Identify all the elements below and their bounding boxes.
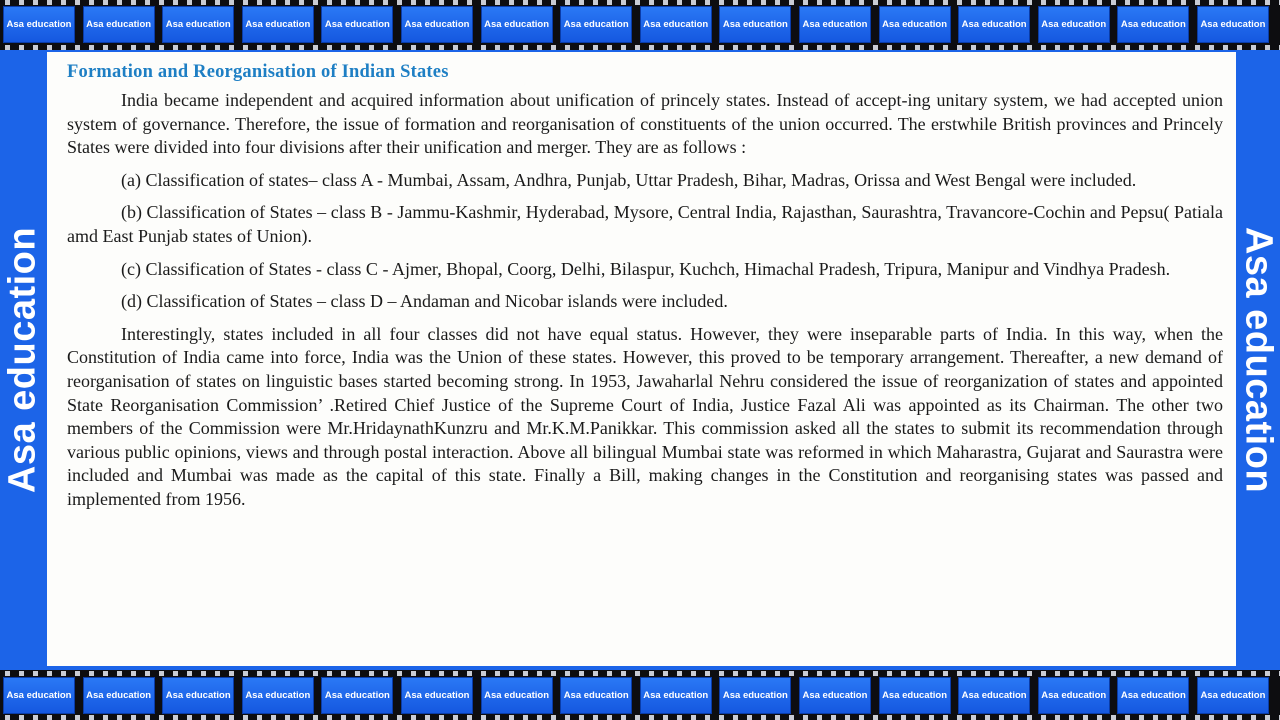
film-frame: Asa education	[958, 6, 1030, 43]
film-frame: Asa education	[162, 677, 234, 714]
paragraph: (b) Classification of States – class B - Jammu-Kashmir, Hyderabad, Mysore, Central India, Rajasthan, Saurashtra, Travancore-Cochin and Pepsu( Patiala amd East Punjab states of Union).	[67, 202, 1223, 246]
film-frame: Asa education	[401, 677, 473, 714]
film-frame: Asa education	[719, 677, 791, 714]
film-frame: Asa education	[1117, 6, 1189, 43]
paragraph: (a) Classification of states– class A - Mumbai, Assam, Andhra, Punjab, Uttar Pradesh, Bihar, Madras, Orissa and West Bengal were included.	[121, 169, 1137, 190]
bottom-film-strip	[0, 670, 1280, 720]
film-frame: Asa education	[162, 6, 234, 43]
paragraph: (c) Classification of States - class C - Ajmer, Bhopal, Coorg, Delhi, Bilaspur, Kuchch, Himachal Pradesh, Tripura, Manipur and Vindhya Pradesh.	[121, 258, 1171, 279]
top-frames	[3, 6, 1277, 43]
film-frame: Asa education	[1117, 677, 1189, 714]
page-title: Formation and Reorganisation of Indian States	[67, 62, 449, 82]
film-frame: Asa education	[1038, 6, 1110, 43]
film-frame: Asa education	[1038, 677, 1110, 714]
film-frame: Asa education	[719, 6, 791, 43]
film-frame: Asa education	[401, 6, 473, 43]
top-film-strip	[0, 0, 1280, 50]
paragraph: India became independent and acquired information about unification of princely states. Instead of accept-ing unitary system, we had accepted union system of governance. Therefore, the issue of formation and reorganisation of constituents of the union occurred. The erstwhile British provinces and Princely States were divided into four divisions after their unification and merger. They are as follows :	[67, 90, 1223, 158]
film-perforations	[0, 0, 1280, 5]
film-perforations	[0, 671, 1280, 676]
film-frame: Asa education	[879, 677, 951, 714]
document-page	[47, 52, 1237, 666]
paragraph: (d) Classification of States – class D – Andaman and Nicobar islands were included.	[121, 291, 728, 312]
film-frame: Asa education	[560, 677, 632, 714]
film-frame: Asa education	[83, 677, 155, 714]
film-frame: Asa education	[321, 6, 393, 43]
film-frame: Asa education	[560, 6, 632, 43]
film-frame: Asa education	[3, 6, 75, 43]
film-frame: Asa education	[640, 677, 712, 714]
watermark-text: Asa education	[1237, 226, 1280, 494]
paragraph: Interestingly, states included in all four classes did not have equal status. However, they were inseparable parts of India. In this way, when the Constitution of India came into force, India was the Union of these states. However, this proved to be temporary arrangement. Thereafter, a new demand of reorganisation of states on linguistic bases started becoming strong. In 1953, Jawaharlal Nehru considered the issue of reorganization of states and appointed State Reorganisation Commission’ .Retired Chief Justice of the Supreme Court of India, Justice Fazal Ali was appointed as its Chairman. The other two members of the Commission were Mr.HridaynathKunzru and Mr.K.M.Panikkar. This commission asked all the states to submit its recommendation through various public opinions, views and through postal interaction. Above all bilingual Mumbai state was reformed in which Maharastra, Gujarat and Saurastra were included and Mumbai was made as the capital of this state. Finally a Bill, making changes in the Constitution and reorganising states was passed and implemented from 1956.	[67, 323, 1223, 509]
film-frame: Asa education	[799, 6, 871, 43]
film-frame: Asa education	[879, 6, 951, 43]
film-frame: Asa education	[481, 677, 553, 714]
film-frame: Asa education	[3, 677, 75, 714]
film-frame: Asa education	[958, 677, 1030, 714]
film-frame: Asa education	[1197, 6, 1269, 43]
film-frame: Asa education	[321, 677, 393, 714]
watermark-text: Asa education	[1, 226, 44, 494]
film-frame: Asa education	[640, 6, 712, 43]
film-frame: Asa education	[799, 677, 871, 714]
left-watermark-bar	[0, 50, 46, 670]
film-frame: Asa education	[1197, 677, 1269, 714]
film-frame: Asa education	[83, 6, 155, 43]
film-frame: Asa education	[242, 677, 314, 714]
film-frame: Asa education	[481, 6, 553, 43]
film-frame: Asa education	[242, 6, 314, 43]
film-perforations	[0, 45, 1280, 50]
right-watermark-bar	[1236, 50, 1280, 670]
film-perforations	[0, 715, 1280, 720]
bottom-frames	[3, 677, 1277, 714]
